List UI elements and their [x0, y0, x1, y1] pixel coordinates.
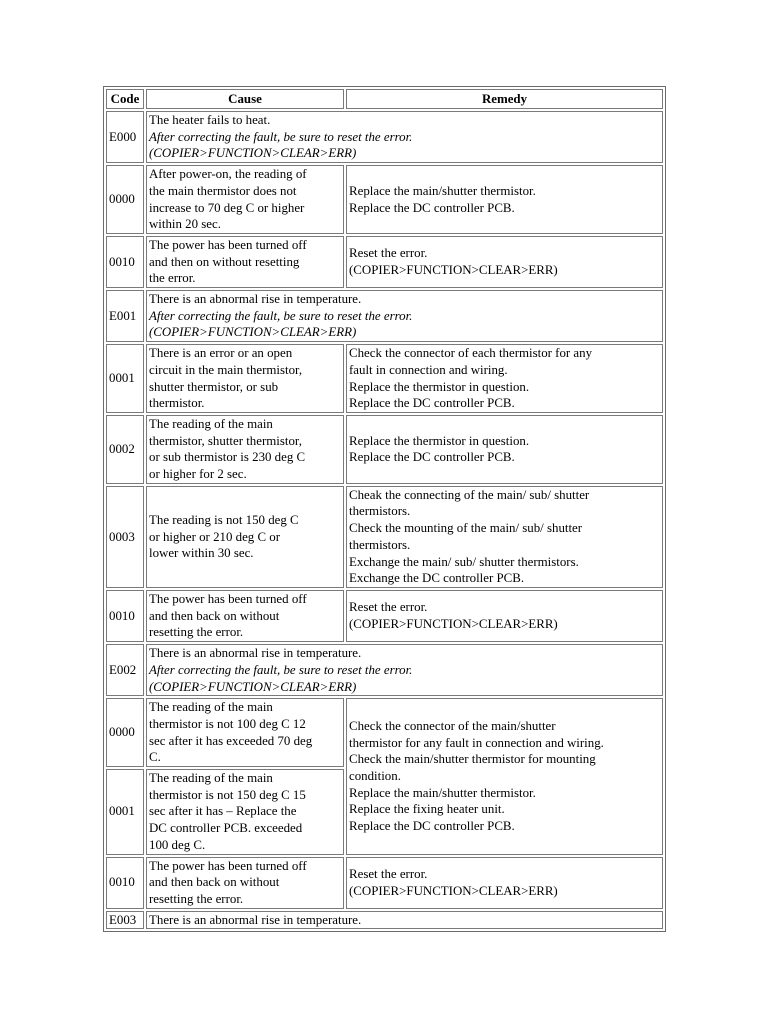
- reset-note-line: (COPIER>FUNCTION>CLEAR>ERR): [149, 146, 357, 161]
- error-code: 0000: [106, 165, 144, 234]
- reset-note-line: After correcting the fault, be sure to reset the error.: [149, 308, 413, 323]
- remedy-line: (COPIER>FUNCTION>CLEAR>ERR): [349, 883, 558, 898]
- cause-line: The power has been turned off: [149, 591, 307, 606]
- remedy-cell: [346, 236, 663, 288]
- error-code: 0010: [106, 857, 144, 909]
- error-code: E001: [106, 290, 144, 342]
- cause-cell: [146, 165, 344, 234]
- remedy-line: Replace the DC controller PCB.: [349, 396, 515, 411]
- cause-line: circuit in the main thermistor,: [149, 362, 303, 377]
- remedy-line: condition.: [349, 769, 401, 784]
- error-code: E000: [106, 111, 144, 163]
- cause-line: After power-on, the reading of: [149, 167, 307, 182]
- cause-line: The reading of the main: [149, 771, 273, 786]
- cause-line: within 20 sec.: [149, 217, 221, 232]
- remedy-cell: [346, 590, 663, 642]
- header-remedy: Remedy: [346, 89, 663, 109]
- cause-line: The reading of the main: [149, 416, 273, 431]
- cause-line: DC controller PCB. exceeded: [149, 821, 303, 836]
- cause-line: thermistor.: [149, 396, 205, 411]
- remedy-line: thermistor for any fault in connection and wiring.: [349, 735, 604, 750]
- remedy-line: Replace the main/shutter thermistor.: [349, 183, 536, 198]
- table-row: [106, 415, 663, 484]
- remedy-line: Replace the DC controller PCB.: [349, 450, 515, 465]
- remedy-cell: [346, 165, 663, 234]
- cause-line: C.: [149, 750, 161, 765]
- error-code: 0000: [106, 698, 144, 767]
- cause-line: The power has been turned off: [149, 858, 307, 873]
- group-description: [146, 111, 663, 163]
- group-cause-line: There is an abnormal rise in temperature.: [149, 646, 362, 661]
- remedy-cell: [346, 857, 663, 909]
- remedy-line: Cheak the connecting of the main/ sub/ shutter: [349, 487, 590, 502]
- remedy-line: Check the connector of each thermistor for any: [349, 346, 593, 361]
- remedy-line: Replace the main/shutter thermistor.: [349, 785, 536, 800]
- remedy-line: Check the connector of the main/shutter: [349, 718, 556, 733]
- table-row: [106, 165, 663, 234]
- cause-line: increase to 70 deg C or higher: [149, 200, 305, 215]
- error-code: 0003: [106, 486, 144, 588]
- header-row: [106, 89, 663, 109]
- cause-cell: [146, 590, 344, 642]
- cause-line: and then back on without: [149, 608, 280, 623]
- group-cause-line: There is an abnormal rise in temperature.: [149, 912, 362, 927]
- cause-cell: [146, 486, 344, 588]
- cause-line: lower within 30 sec.: [149, 546, 254, 561]
- group-description: [146, 290, 663, 342]
- cause-cell: [146, 857, 344, 909]
- group-description: [146, 644, 663, 696]
- error-group-row: [106, 644, 663, 696]
- remedy-line: Replace the thermistor in question.: [349, 433, 530, 448]
- cause-cell: [146, 415, 344, 484]
- cause-line: thermistor is not 100 deg C 12: [149, 716, 306, 731]
- remedy-line: Exchange the DC controller PCB.: [349, 571, 525, 586]
- table-body: [106, 111, 663, 929]
- cause-line: the error.: [149, 271, 196, 286]
- cause-line: the main thermistor does not: [149, 183, 297, 198]
- cause-cell: [146, 344, 344, 413]
- remedy-line: thermistors.: [349, 537, 411, 552]
- cause-cell: [146, 236, 344, 288]
- group-description: [146, 911, 663, 930]
- error-code: 0010: [106, 236, 144, 288]
- error-code: 0002: [106, 415, 144, 484]
- remedy-cell: [346, 486, 663, 588]
- remedy-line: thermistors.: [349, 504, 411, 519]
- cause-cell: [146, 769, 344, 855]
- cause-line: shutter thermistor, or sub: [149, 379, 279, 394]
- reset-note-line: (COPIER>FUNCTION>CLEAR>ERR): [149, 325, 357, 340]
- cause-line: and then back on without: [149, 875, 280, 890]
- cause-line: or higher for 2 sec.: [149, 467, 247, 482]
- reset-note-line: (COPIER>FUNCTION>CLEAR>ERR): [149, 679, 357, 694]
- reset-note-line: After correcting the fault, be sure to reset the error.: [149, 662, 413, 677]
- remedy-line: (COPIER>FUNCTION>CLEAR>ERR): [349, 262, 558, 277]
- error-code-table: [103, 86, 666, 932]
- error-group-row: [106, 290, 663, 342]
- remedy-cell: [346, 415, 663, 484]
- remedy-line: Replace the thermistor in question.: [349, 379, 530, 394]
- cause-line: sec after it has exceeded 70 deg: [149, 733, 313, 748]
- table-row: [106, 857, 663, 909]
- cause-line: thermistor, shutter thermistor,: [149, 433, 302, 448]
- remedy-line: Check the mounting of the main/ sub/ shutter: [349, 521, 583, 536]
- remedy-line: Exchange the main/ sub/ shutter thermistors.: [349, 554, 579, 569]
- error-code: 0001: [106, 344, 144, 413]
- remedy-line: Reset the error.: [349, 246, 428, 261]
- table-row: [106, 486, 663, 588]
- error-group-row: [106, 111, 663, 163]
- cause-line: resetting the error.: [149, 891, 244, 906]
- remedy-line: fault in connection and wiring.: [349, 362, 508, 377]
- cause-line: The power has been turned off: [149, 237, 307, 252]
- remedy-line: Replace the fixing heater unit.: [349, 802, 505, 817]
- remedy-line: Replace the DC controller PCB.: [349, 819, 515, 834]
- header-code: Code: [106, 89, 144, 109]
- group-cause-line: The heater fails to heat.: [149, 113, 271, 127]
- cause-cell: [146, 698, 344, 767]
- table-row: [106, 236, 663, 288]
- cause-line: and then on without resetting: [149, 254, 300, 269]
- cause-line: or higher or 210 deg C or: [149, 529, 281, 544]
- remedy-cell: [346, 344, 663, 413]
- table-row: [106, 590, 663, 642]
- cause-line: 100 deg C.: [149, 837, 206, 852]
- cause-line: or sub thermistor is 230 deg C: [149, 450, 306, 465]
- cause-line: sec after it has – Replace the: [149, 804, 297, 819]
- group-cause-line: There is an abnormal rise in temperature.: [149, 292, 362, 307]
- remedy-line: Replace the DC controller PCB.: [349, 200, 515, 215]
- remedy-cell: [346, 698, 663, 854]
- error-code: E003: [106, 911, 144, 930]
- reset-note-line: After correcting the fault, be sure to reset the error.: [149, 129, 413, 144]
- header-cause: Cause: [146, 89, 344, 109]
- remedy-line: Reset the error.: [349, 600, 428, 615]
- error-code: E002: [106, 644, 144, 696]
- remedy-line: Check the main/shutter thermistor for mounting: [349, 752, 596, 767]
- table-row: [106, 344, 663, 413]
- error-code: 0001: [106, 769, 144, 855]
- cause-line: The reading is not 150 deg C: [149, 512, 299, 527]
- error-group-row: [106, 911, 663, 930]
- cause-line: There is an error or an open: [149, 346, 293, 361]
- error-code: 0010: [106, 590, 144, 642]
- cause-line: The reading of the main: [149, 700, 273, 715]
- cause-line: resetting the error.: [149, 625, 244, 640]
- table-row: [106, 698, 663, 767]
- remedy-line: Reset the error.: [349, 866, 428, 881]
- cause-line: thermistor is not 150 deg C 15: [149, 787, 306, 802]
- remedy-line: (COPIER>FUNCTION>CLEAR>ERR): [349, 617, 558, 632]
